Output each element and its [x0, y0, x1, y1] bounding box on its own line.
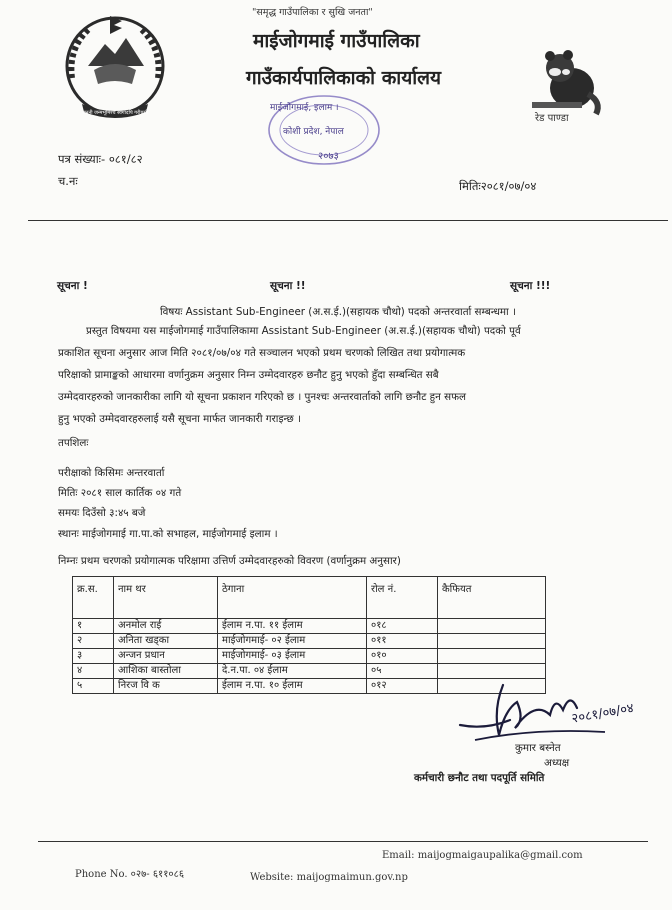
dispatch-number-label: च.नः: [58, 174, 78, 188]
stamp-line-1: माईजोगमाई, इलाम ।: [270, 103, 339, 113]
cell-address: माईजोगमाई- ०२ ईलाम: [218, 634, 367, 649]
exam-venue: स्थानः माईजोगमाई गा.पा.को सभाहल, माईजोगमाई इलाम ।: [58, 528, 278, 540]
signatory-role: अध्यक्ष: [544, 757, 570, 769]
committee-name: कर्मचारी छनौट तथा पदपूर्ति समिति: [414, 772, 545, 784]
office-name: माईजोगमाई गाउँपालिका: [253, 30, 420, 52]
cell-address: ईलाम न.पा. ११ ईलाम: [218, 619, 367, 634]
footer-divider: [38, 841, 648, 842]
header-remarks: कैफियत: [438, 577, 546, 619]
cell-roll-no: ०१८: [367, 619, 438, 634]
footer-email: Email: maijogmaigaupalika@gmail.com: [382, 850, 583, 861]
body-line: हुनु भएको उम्मेदवारहरुलाई यसै सूचना मार्फत जानकारी गराइन्छ ।: [58, 413, 301, 425]
header-roll-no: रोल नं.: [367, 577, 438, 619]
table-caption: निम्नः प्रथम चरणको प्रयोगात्मक परिक्षामा उत्तिर्ण उम्मेदवारहरुको विवरण (वर्णानुक्रम अनुसार): [58, 555, 401, 567]
cell-serial: २: [73, 634, 114, 649]
nepal-emblem-icon: [60, 8, 170, 126]
body-line: प्रस्तुत विषयमा यस माईजोगमाई गाउँपालिकामा Assistant Sub-Engineer (अ.स.ई.)(सहायक चौथो) पदको पूर्व: [86, 325, 521, 337]
date-value: २०८१/०७/०४: [480, 179, 537, 193]
office-type: गाउँकार्यपालिकाको कार्यालय: [246, 67, 442, 89]
letter-number-label: पत्र संख्याः-: [58, 152, 106, 166]
table-header-row: [73, 577, 546, 619]
header-name: नाम थर: [114, 577, 218, 619]
motto: "समृद्ध गाउँपालिका र सुखि जनता": [252, 7, 373, 18]
cell-address: ईलाम न.पा. १० ईलाम: [218, 679, 367, 694]
cell-remarks: [438, 619, 546, 634]
cell-serial: ३: [73, 649, 114, 664]
exam-time: समयः दिउँसो ३:४५ बजे: [58, 507, 146, 519]
details-heading: तपशिलः: [58, 437, 89, 449]
footer-phone: Phone No. ०२७- ६११०८६: [75, 869, 185, 880]
cell-name: अनमोल राई: [114, 619, 218, 634]
cell-name: निरज वि क: [114, 679, 218, 694]
exam-date: मितिः २०८१ साल कार्तिक ०४ गते: [58, 487, 182, 499]
cell-remarks: [438, 634, 546, 649]
body-line: प्रकाशित सूचना अनुसार आज मिति २०८१/०७/०४ गते सञ्चालन भएको प्रथम चरणको लिखित तथा प्रयोगात्मक: [58, 347, 466, 359]
header-address: ठेगाना: [218, 577, 367, 619]
notice-label-right: सूचना !!!: [510, 280, 551, 292]
signature-date: २०८१/०७/०४: [570, 701, 636, 727]
stamp-line-2: कोशी प्रदेश, नेपाल: [283, 127, 344, 137]
svg-text:जननी जन्मभूमिश्च स्वर्गादपि गर: जननी जन्मभूमिश्च स्वर्गादपि गरीयसी: [81, 110, 149, 116]
cell-name: अन्जन प्रधान: [114, 649, 218, 664]
table-row: [73, 649, 546, 664]
cell-serial: ४: [73, 664, 114, 679]
table-row: [73, 664, 546, 679]
body-line: परिक्षाको प्रामाङ्कको आधारमा वर्णानुक्रम अनुसार निम्न उम्मेदवारहरु छनौट हुनु भएको हुँदा सम्बन्धित सबै: [58, 369, 439, 381]
cell-name: आशिका बास्तोला: [114, 664, 218, 679]
cell-serial: १: [73, 619, 114, 634]
cell-address: माईजोगमाई- ०३ ईलाम: [218, 649, 367, 664]
footer-website: Website: maijogmaimun.gov.np: [250, 872, 408, 883]
notice-label-center: सूचना !!: [270, 280, 306, 292]
header-serial: क्र.स.: [73, 577, 114, 619]
candidate-table: [72, 576, 546, 694]
notice-body: [58, 320, 576, 430]
cell-roll-no: ०५: [367, 664, 438, 679]
cell-address: दे.न.पा. ०४ ईलाम: [218, 664, 367, 679]
cell-remarks: [438, 649, 546, 664]
cell-serial: ५: [73, 679, 114, 694]
letter-number: [58, 152, 143, 167]
cell-roll-no: ०११: [367, 634, 438, 649]
notice-label-left: सूचना !: [57, 280, 88, 292]
letter-number-value: ०८१/८२: [108, 152, 143, 166]
body-line: उम्मेदवारहरुको जानकारीका लागि यो सूचना प्रकाशन गरिएको छ । पुनश्चः अन्तरवार्ताको लागि छनौट हुन सफल: [58, 391, 467, 403]
cell-roll-no: ०१२: [367, 679, 438, 694]
cell-roll-no: ०१०: [367, 649, 438, 664]
exam-type: परीक्षाको किसिमः अन्तरवार्ता: [58, 467, 165, 479]
table-row: [73, 634, 546, 649]
date-label: मितिः: [459, 179, 481, 193]
signatory-name: कुमार बस्नेत: [515, 742, 561, 754]
cell-remarks: [438, 664, 546, 679]
letter-date: [459, 179, 536, 194]
subject-line: विषयः Assistant Sub-Engineer (अ.स.ई.)(सहायक चौथो) पदको अन्तरवार्ता सम्बन्धमा ।: [160, 306, 516, 318]
header-divider: [28, 220, 668, 221]
panda-caption: रेड पाण्डा: [535, 113, 569, 124]
cell-name: अनिता खड्का: [114, 634, 218, 649]
stamp-line-3: २०७३: [318, 151, 339, 162]
table-row: [73, 619, 546, 634]
